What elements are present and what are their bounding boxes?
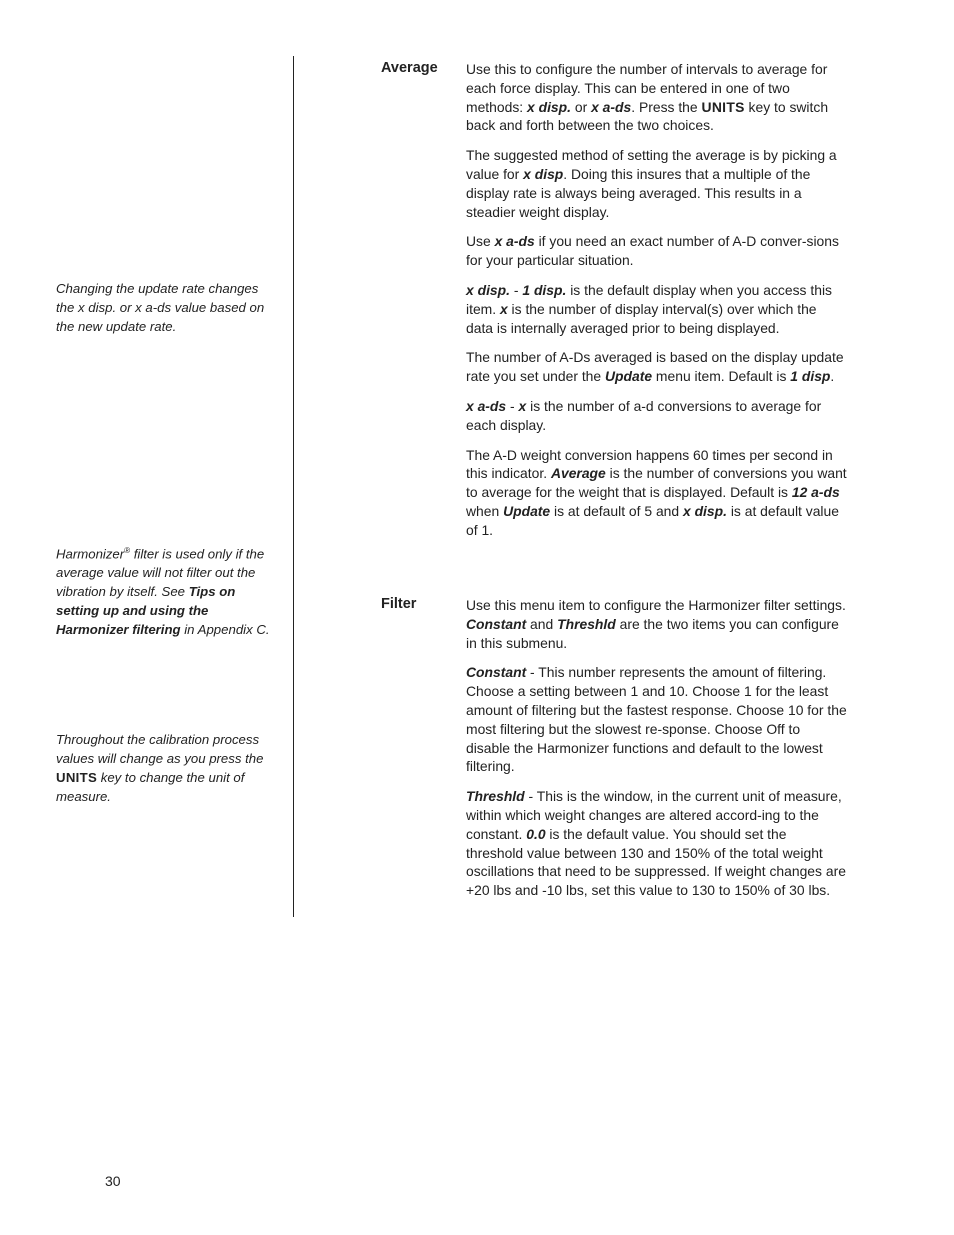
average-paragraph-3: Use x a-ds if you need an exact number of A-D conver-sions for your particular situation. — [466, 233, 839, 269]
calibration-text-end: key to change the unit of measure. — [56, 769, 245, 804]
filter-paragraph-2: Constant - This number represents the amount of filtering. Choose a setting between 1 and 10. Choose 1 for the least amount of filtering but the fastest response. Choose 10 for the most filtering but the slowest re-sponse. Choose Off to disable the Harmonizer functions and default to the lowest filtering. — [466, 664, 847, 775]
filter-paragraph-3: Threshld - This is the window, in the current unit of measure, within which weight changes are altered accord-ing to the constant. 0.0 is the default value. You should set the threshold value between 130 and 150% of the total weight oscillations that need to be suppressed. If weight changes are +20 lbs and -10 lbs, set this value to 130 to 150% of 30 lbs. — [466, 788, 846, 899]
harmonizer-text: filter is used only if the average value will not filter out the vibration by itself. See — [56, 546, 265, 600]
column-divider — [293, 56, 294, 917]
side-note-update-rate — [56, 280, 278, 337]
side-note-calibration — [56, 731, 278, 807]
side-note-harmonizer — [56, 542, 278, 640]
harmonizer-reference: Tips on setting up and using the Harmonizer filtering — [56, 584, 236, 638]
average-paragraph-1: Use this to configure the number of intervals to average for each force display. This can be entered in one of two methods: x disp. or x a-ds. Press the UNITS key to switch back and forth between the two choices. — [466, 61, 829, 134]
filter-paragraph-1: Use this menu item to configure the Harmonizer filter settings. Constant and Threshld are the two items you can configure in this submenu. — [466, 597, 846, 651]
average-paragraph-5: The number of A-Ds averaged is based on the display update rate you set under the Update menu item. Default is 1 disp. — [466, 349, 844, 385]
filter-heading: Filter — [381, 596, 417, 612]
page-number: 30 — [105, 1173, 121, 1189]
harmonizer-text-end: in Appendix C. — [180, 622, 270, 638]
side-note-update-rate-text: Changing the update rate changes the x disp. or x a-ds value based on the new update rate. — [56, 281, 265, 334]
harmonizer-word: Harmonizer — [56, 546, 125, 562]
average-body — [466, 60, 847, 551]
filter-body — [466, 596, 847, 911]
calibration-text: Throughout the calibration process values will change as you press the — [56, 732, 264, 766]
units-key: UNITS — [56, 769, 98, 785]
registered-mark: ® — [124, 546, 131, 555]
average-paragraph-7: The A-D weight conversion happens 60 times per second in this indicator. Average is the number of conversions you want to average for the weight that is displayed. Default is 12 a-ds when Update is at default of 5 and x disp. is at default value of 1. — [466, 446, 847, 538]
average-paragraph-4: x disp. - 1 disp. is the default display when you access this item. x is the number of display interval(s) over which the data is internally averaged prior to being displayed. — [466, 281, 832, 336]
average-paragraph-2: The suggested method of setting the average is by picking a value for x disp. Doing this insures that a multiple of the display rate is always being averaged. This results in a steadier weight display. — [466, 147, 837, 220]
average-paragraph-6: x a-ds - x is the number of a-d conversions to average for each display. — [466, 397, 822, 433]
average-heading: Average — [381, 60, 438, 76]
